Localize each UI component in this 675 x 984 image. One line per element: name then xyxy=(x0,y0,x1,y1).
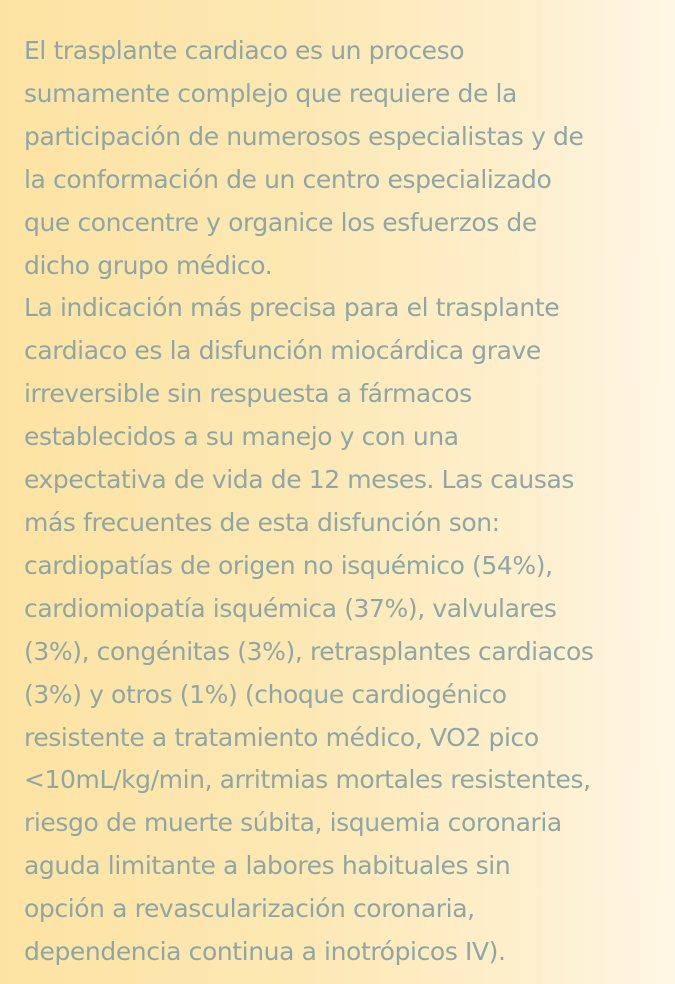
text-line: riesgo de muerte súbita, isquemia coronaria xyxy=(24,808,562,838)
text-line: cardiopatías de origen no isquémico (54%), xyxy=(24,550,553,580)
text-line: más frecuentes de esta disfunción son: xyxy=(24,507,500,537)
text-line: la conformación de un centro especializado xyxy=(24,164,552,194)
text-line: resistente a tratamiento médico, VO2 pico xyxy=(24,722,539,752)
text-line: El trasplante cardiaco es un proceso xyxy=(24,36,465,65)
text-line: participación de numerosos especialistas y de xyxy=(24,121,584,151)
text-line: cardiomiopatía isquémica (37%), valvulares xyxy=(24,593,557,623)
text-line: (3%) y otros (1%) (choque cardiogénico xyxy=(24,679,507,709)
text-line: dicho grupo médico. xyxy=(24,250,273,280)
text-line: aguda limitante a labores habituales sin xyxy=(24,851,511,881)
text-line: La indicación más precisa para el trasplante xyxy=(24,293,560,323)
text-line: sumamente complejo que requiere de la xyxy=(24,78,517,108)
text-line: irreversible sin respuesta a fármacos xyxy=(24,379,472,409)
text-line: dependencia continua a inotrópicos IV). xyxy=(24,937,506,967)
text-line: expectativa de vida de 12 meses. Las causas xyxy=(24,465,575,495)
paragraph-indication xyxy=(24,287,675,974)
text-line: opción a revascularización coronaria, xyxy=(24,894,475,924)
text-line: cardiaco es la disfunción miocárdica grave xyxy=(24,336,541,366)
text-block xyxy=(24,30,675,974)
text-line: establecidos a su manejo y con una xyxy=(24,422,459,452)
text-line: (3%), congénitas (3%), retrasplantes cardiacos xyxy=(24,636,594,666)
text-line: que concentre y organice los esfuerzos de xyxy=(24,207,537,237)
text-line: <10mL/kg/min, arritmias mortales resistentes, xyxy=(24,765,591,795)
paragraph-intro xyxy=(24,30,675,287)
